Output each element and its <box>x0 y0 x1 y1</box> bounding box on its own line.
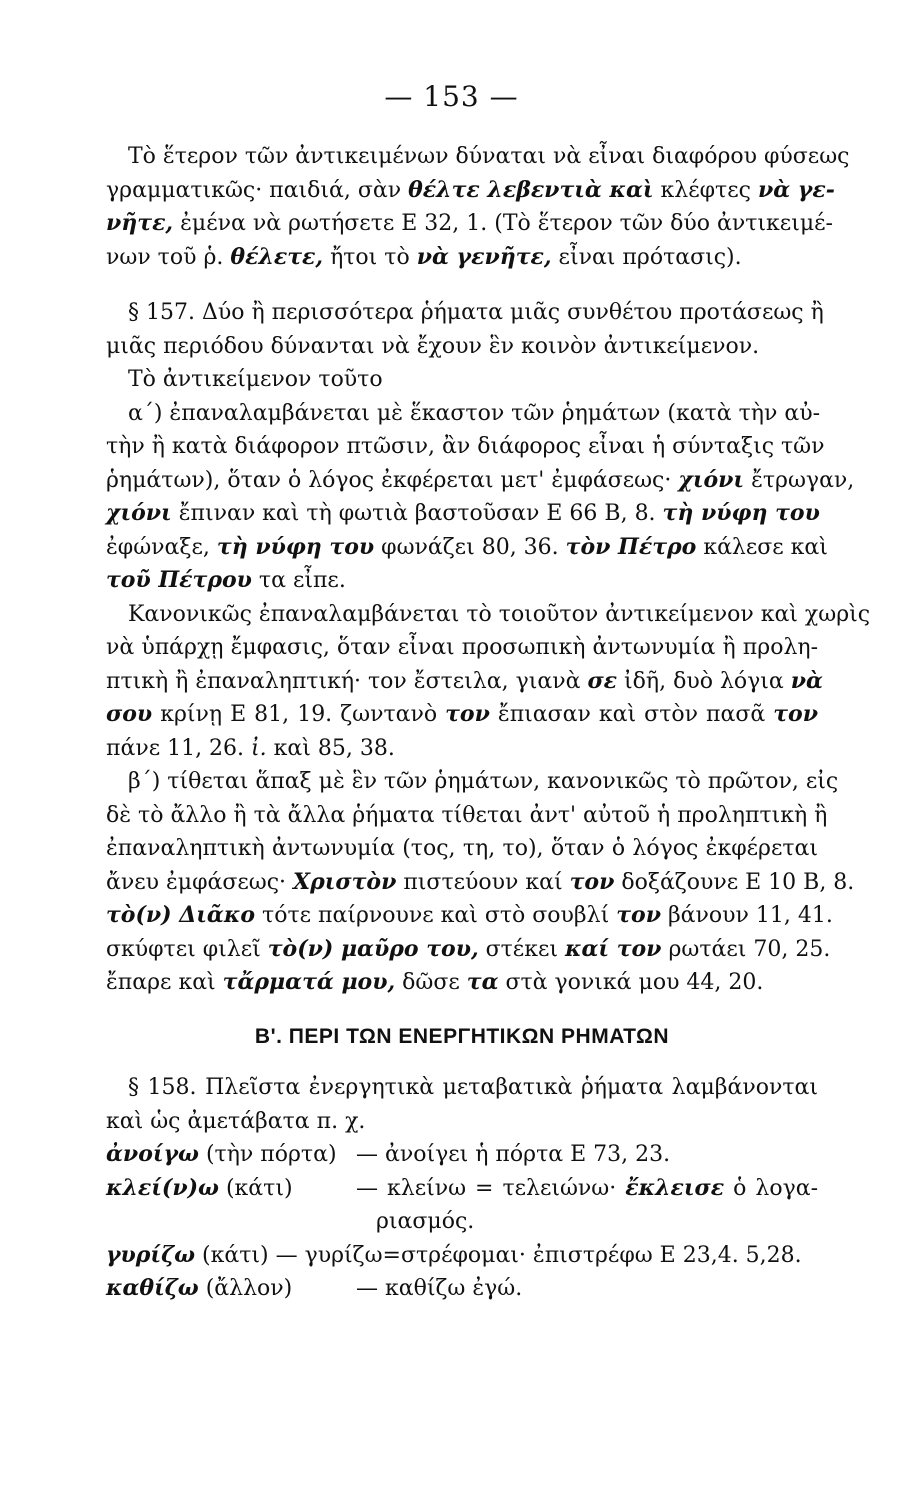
example-emphasis: νὰ γε- <box>757 176 835 203</box>
text-line <box>106 966 818 1000</box>
text-line <box>106 564 818 598</box>
text-run: πιστεύουν καί <box>396 869 570 895</box>
example-emphasis: ἀνοίγω <box>106 1141 199 1167</box>
text-run: (ἄλλον) <box>198 1276 293 1301</box>
example-emphasis: καί τον <box>564 935 662 962</box>
paragraph-section-158 <box>106 1071 818 1138</box>
text-run: κάλεσε καὶ <box>696 534 828 560</box>
verb-row <box>106 1138 818 1172</box>
example-emphasis: τὸ(ν) μαῦρο του, <box>267 935 479 962</box>
example-emphasis: τον <box>569 868 615 895</box>
example-emphasis: τὸν Πέτρο <box>565 533 697 560</box>
example-emphasis: Χριστὸν <box>293 868 397 895</box>
text-line <box>106 497 818 531</box>
example-emphasis: τον <box>616 902 661 928</box>
verb-row <box>106 1272 818 1306</box>
text-run: Κανονικῶς ἐπαναλαμβάνεται τὸ τοιοῦτον ἀντικείμενον καὶ χωρὶς <box>128 601 871 627</box>
text-run: ἔπαρε καὶ <box>106 970 223 995</box>
verb-intransitive <box>356 1172 818 1206</box>
text-run: ὁ λογα- <box>724 1175 819 1201</box>
paragraph-case-beta <box>106 765 855 1000</box>
text-run: πάνε 11, 26. <box>106 735 252 761</box>
text-run: τὴν ἢ κατὰ διάφορον πτῶσιν, ἂν διάφορος εἶναι ἡ σύνταξις τῶν <box>106 434 825 459</box>
example-emphasis: τὸ(ν) Διᾶκο <box>106 902 256 928</box>
text-line <box>106 732 818 766</box>
abbreviation-text: ἰ. <box>251 735 267 761</box>
paragraph-object-intro <box>106 363 818 397</box>
example-emphasis: τον <box>773 701 818 727</box>
text-line <box>106 933 831 967</box>
text-line <box>106 598 871 632</box>
paragraph-section-157 <box>106 296 824 363</box>
text-run: νων τοῦ ῥ. <box>106 244 231 270</box>
text-run: — καθίζω ἐγώ. <box>356 1276 523 1301</box>
verb-intransitive <box>356 1138 670 1172</box>
spacer <box>106 274 818 296</box>
verb-transitive <box>106 1138 337 1172</box>
text-run: γραμματικῶς· παιδιά, σὰν <box>106 177 409 203</box>
text-run: α΄) ἐπαναλαμβάνεται μὲ ἕκαστον τῶν ῥημάτων (κατὰ τὴν αὐ- <box>128 400 821 426</box>
text-run: (τὴν πόρτα) <box>198 1142 337 1167</box>
verb-transitive <box>106 1172 293 1206</box>
text-run: ῥημάτων), ὅταν ὁ λόγος ἐκφέρεται μετ' ἐμφάσεως· <box>106 467 679 493</box>
text-line <box>106 430 825 464</box>
text-line <box>106 174 835 208</box>
text-line <box>106 363 818 397</box>
example-emphasis: γυρίζω <box>106 1241 196 1268</box>
text-line <box>106 464 855 498</box>
example-emphasis: σου <box>106 701 153 727</box>
spacer <box>106 1000 818 1020</box>
text-run: εἶναι πρότασις). <box>551 244 742 270</box>
example-emphasis: θέλτε λεβεντιὰ καὶ <box>408 176 654 203</box>
example-emphasis: νὰ γενῆτε, <box>416 243 552 270</box>
example-emphasis: ἔκλεισε <box>625 1174 725 1201</box>
text-run: στέκει <box>478 936 565 962</box>
example-emphasis: θέλετε, <box>230 243 324 270</box>
text-line <box>106 899 833 933</box>
text-run: ἐπαναληπτικὴ ἀντωνυμία (τος, τη, το), ὅταν ὁ λόγος ἐκφέρεται <box>106 836 818 861</box>
text-run: κλέφτες <box>653 177 758 203</box>
text-run: μιᾶς περιόδου δύνανται νὰ ἔχουν ἓν κοινὸν ἀντικείμενον. <box>106 333 760 359</box>
example-emphasis: τα <box>466 969 499 995</box>
paragraph-case-alpha <box>106 397 855 598</box>
text-line <box>106 698 818 732</box>
text-run: νὰ ὑπάρχῃ ἔμφασις, ὅταν εἶναι προσωπικὴ ἀντωνυμία ἢ προλη- <box>106 635 818 660</box>
verb-transitive <box>106 1272 292 1306</box>
text-run: ἐμένα νὰ ρωτήσετε Ε 32, 1. (Τὸ ἕτερον τῶν δύο ἀντικειμέ- <box>173 211 833 236</box>
example-emphasis: καθίζω <box>106 1275 199 1301</box>
text-line <box>106 866 855 900</box>
section-heading: Β'. ΠΕΡΙ ΤΩΝ ΕΝΕΡΓΗΤΙΚΩΝ ΡΗΜΑΤΩΝ <box>254 1024 670 1048</box>
text-run: καὶ ὡς ἀμετάβατα π. χ. <box>106 1108 366 1134</box>
text-run: φωνάζει 80, 36. <box>374 534 566 560</box>
text-line <box>106 1105 818 1139</box>
text-line <box>106 832 818 866</box>
text-line <box>106 241 818 275</box>
example-emphasis: τοῦ Πέτρου <box>106 567 252 593</box>
verb-intransitive <box>356 1272 522 1306</box>
text-run: (κάτι) — γυρίζω=στρέφομαι· ἐπιστρέφω Ε 23,4. 5,28. <box>195 1242 802 1268</box>
paragraph-regular-repetition <box>106 598 871 766</box>
example-emphasis: χιόνι <box>678 466 745 493</box>
text-run: — κλείνω = τελειώνω· <box>356 1175 626 1201</box>
example-emphasis: σε <box>587 667 618 694</box>
text-run: στὰ γονικά μου 44, 20. <box>498 970 764 995</box>
text-run: δοξάζουνε Ε 10 Β, 8. <box>614 869 855 895</box>
text-line <box>106 296 824 330</box>
text-run: κρίνῃ Ε 81, 19. ζωντανὸ <box>152 702 446 727</box>
text-run: ἰδῆ, δυὸ λόγια <box>617 668 791 694</box>
text-run: τότε παίρνουνε καὶ στὸ σουβλί <box>255 903 617 928</box>
verb-transitive <box>106 1239 802 1273</box>
text-line <box>106 397 821 431</box>
verb-row <box>106 1172 818 1206</box>
verb-continuation: ριασμός. <box>376 1209 475 1234</box>
page-body <box>106 140 871 1306</box>
text-run: Τὸ ἀντικείμενον τοῦτο <box>128 367 383 392</box>
verb-row <box>106 1239 818 1273</box>
text-line <box>106 207 833 241</box>
text-run: ρωτάει 70, 25. <box>661 936 831 962</box>
text-line <box>106 765 839 799</box>
spacer <box>106 1053 818 1071</box>
text-line <box>106 799 828 833</box>
example-emphasis: τον <box>445 701 490 727</box>
text-run: ἔπιναν καὶ τὴ φωτιὰ βαστοῦσαν Ε 66 Β, 8. <box>171 501 663 526</box>
text-line <box>106 140 850 174</box>
page-number: — 153 — <box>384 80 519 113</box>
text-run: β΄) τίθεται ἅπαξ μὲ ἓν τῶν ῥημάτων, κανονικῶς τὸ πρῶτον, εἰς <box>128 769 839 794</box>
text-run: (κάτι) <box>218 1175 293 1201</box>
text-run: καὶ 85, 38. <box>266 735 395 761</box>
text-run: σκύφτει φιλεῖ <box>106 936 268 962</box>
example-emphasis: νὰ <box>790 667 823 694</box>
text-run: πτικὴ ἢ ἐπαναληπτική· τον ἔστειλα, γιανὰ <box>106 668 588 694</box>
text-line <box>106 330 818 364</box>
text-line <box>106 665 823 699</box>
text-run: ἤτοι τὸ <box>323 244 417 270</box>
text-run: § 157. Δύο ἢ περισσότερα ῥήματα μιᾶς συνθέτου προτάσεως ἢ <box>128 300 824 325</box>
text-run: ἔτρωγαν, <box>744 467 855 493</box>
example-emphasis: νῆτε, <box>106 210 174 236</box>
text-line <box>106 631 818 665</box>
text-run: δὲ τὸ ἄλλο ἢ τὰ ἄλλα ῥήματα τίθεται ἀντ' αὐτοῦ ἡ προληπτικὴ ἢ <box>106 802 828 828</box>
example-emphasis: κλεί(ν)ω <box>106 1174 219 1201</box>
text-run: δῶσε <box>395 970 467 995</box>
text-run: § 158. Πλεῖστα ἐνεργητικὰ μεταβατικὰ ῥήματα λαμβάνονται <box>128 1075 818 1100</box>
text-line <box>106 1071 818 1105</box>
text-run: — ἀνοίγει ἡ πόρτα Ε 73, 23. <box>356 1142 671 1167</box>
verb-list <box>106 1138 818 1306</box>
paragraph-object-nature <box>106 140 850 274</box>
text-run: ἐφώναξε, <box>106 534 217 560</box>
example-emphasis: χιόνι <box>106 500 172 526</box>
text-run: Τὸ ἕτερον τῶν ἀντικειμένων δύναται νὰ εἶναι διαφόρου φύσεως <box>128 144 850 169</box>
example-emphasis: τὴ νύφη του <box>662 500 820 526</box>
text-line <box>106 531 828 565</box>
text-run: ἄνευ ἐμφάσεως· <box>106 869 294 895</box>
text-run: βάνουν 11, 41. <box>660 903 833 928</box>
text-run: τα εἶπε. <box>251 568 346 593</box>
example-emphasis: τὴ νύφη του <box>216 533 375 560</box>
text-run: ἔπιασαν καὶ στὸν πασᾶ <box>489 702 774 727</box>
example-emphasis: τἄρματά μου, <box>222 969 396 995</box>
